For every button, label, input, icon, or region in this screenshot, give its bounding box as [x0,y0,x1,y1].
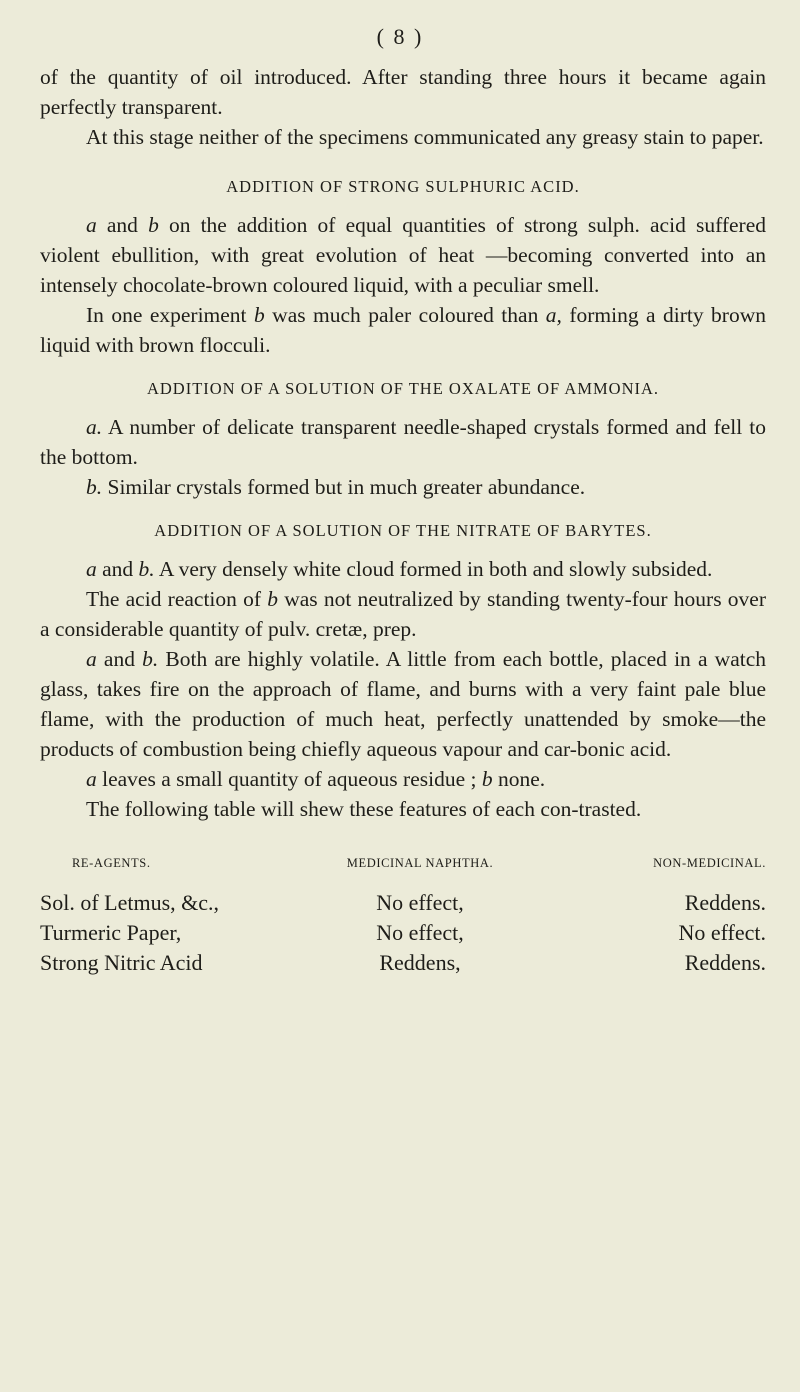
paragraph-11: The following table will shew these features of each con-trasted. [86,797,642,821]
heading-nitrate-barytes: ADDITION OF A SOLUTION OF THE NITRATE OF BARYTES. [154,521,652,540]
paragraph-10: a leaves a small quantity of aqueous residue ; b none. [86,767,546,791]
italic-a: a, [545,303,562,327]
header-medicinal-naphtha: MEDICINAL NAPHTHA. [346,856,494,870]
italic-b: b [253,303,265,327]
italic-b: b [267,587,278,611]
italic-b: b. [138,557,155,581]
reagent-cell: Strong Nitric Acid [40,950,203,975]
paragraph-9: a and b. Both are highly volatile. A little from each bottle, placed in a watch glass, takes fire on the approach of flame, and burns with a very faint pale blue flame, with the production of much heat, perfectly unattended by smoke—the products of combustion being chiefly aqueous vapour and car-bonic acid. [40,647,766,761]
table-row [40,948,766,978]
italic-b: b [481,767,493,791]
reagent-cell: Turmeric Paper, [40,920,182,945]
heading-oxalate-ammonia: ADDITION OF A SOLUTION OF THE OXALATE OF AMMONIA. [146,379,660,398]
non-medicinal-cell: Reddens. [684,950,766,975]
header-non-medicinal: NON-MEDICINAL. [653,856,766,870]
medicinal-cell: No effect, [376,920,464,945]
non-medicinal-cell: Reddens. [684,890,766,915]
italic-a: a [86,767,97,791]
medicinal-cell: Reddens, [379,950,461,975]
heading-sulphuric-acid: ADDITION OF STRONG SULPHURIC ACID. [226,177,580,196]
page-number: ( 8 ) [376,24,424,49]
italic-a: a [86,647,97,671]
italic-b: b [148,213,159,237]
body-text [40,62,766,978]
paragraph-2: At this stage neither of the specimens communicated any greasy stain to paper. [86,125,764,149]
header-reagents: RE-AGENTS. [72,856,151,870]
italic-a: a [86,213,97,237]
italic-a: a [86,557,97,581]
paragraph-4: In one experiment b was much paler coloured than a, forming a dirty brown liquid with brown flocculi. [40,303,766,357]
paragraph-5: a. A number of delicate transparent needle-shaped crystals formed and fell to the bottom. [40,415,766,469]
italic-b: b. [86,475,103,499]
table-row [40,888,766,918]
table-row [40,918,766,948]
paragraph-7: a and b. A very densely white cloud formed in both and slowly subsided. [86,557,713,581]
paragraph-8: The acid reaction of b was not neutralized by standing twenty-four hours over a considerable quantity of pulv. cretæ, prep. [40,587,766,641]
medicinal-cell: No effect, [376,890,464,915]
paragraph-3: a and b on the addition of equal quantities of strong sulph. acid suffered violent ebullition, with great evolution of heat —becoming converted into an intensely chocolate-brown coloured liquid, with a peculiar smell. [40,213,766,297]
italic-b: b. [142,647,159,671]
paragraph-6: b. Similar crystals formed but in much greater abundance. [86,475,586,499]
reagent-cell: Sol. of Letmus, &c., [40,890,220,915]
paragraph-1: of the quantity of oil introduced. After standing three hours it became again perfectly transparent. [40,65,766,119]
italic-a: a. [86,415,103,439]
comparison-table [40,848,766,978]
non-medicinal-cell: No effect. [678,920,766,945]
table-header [40,848,766,878]
